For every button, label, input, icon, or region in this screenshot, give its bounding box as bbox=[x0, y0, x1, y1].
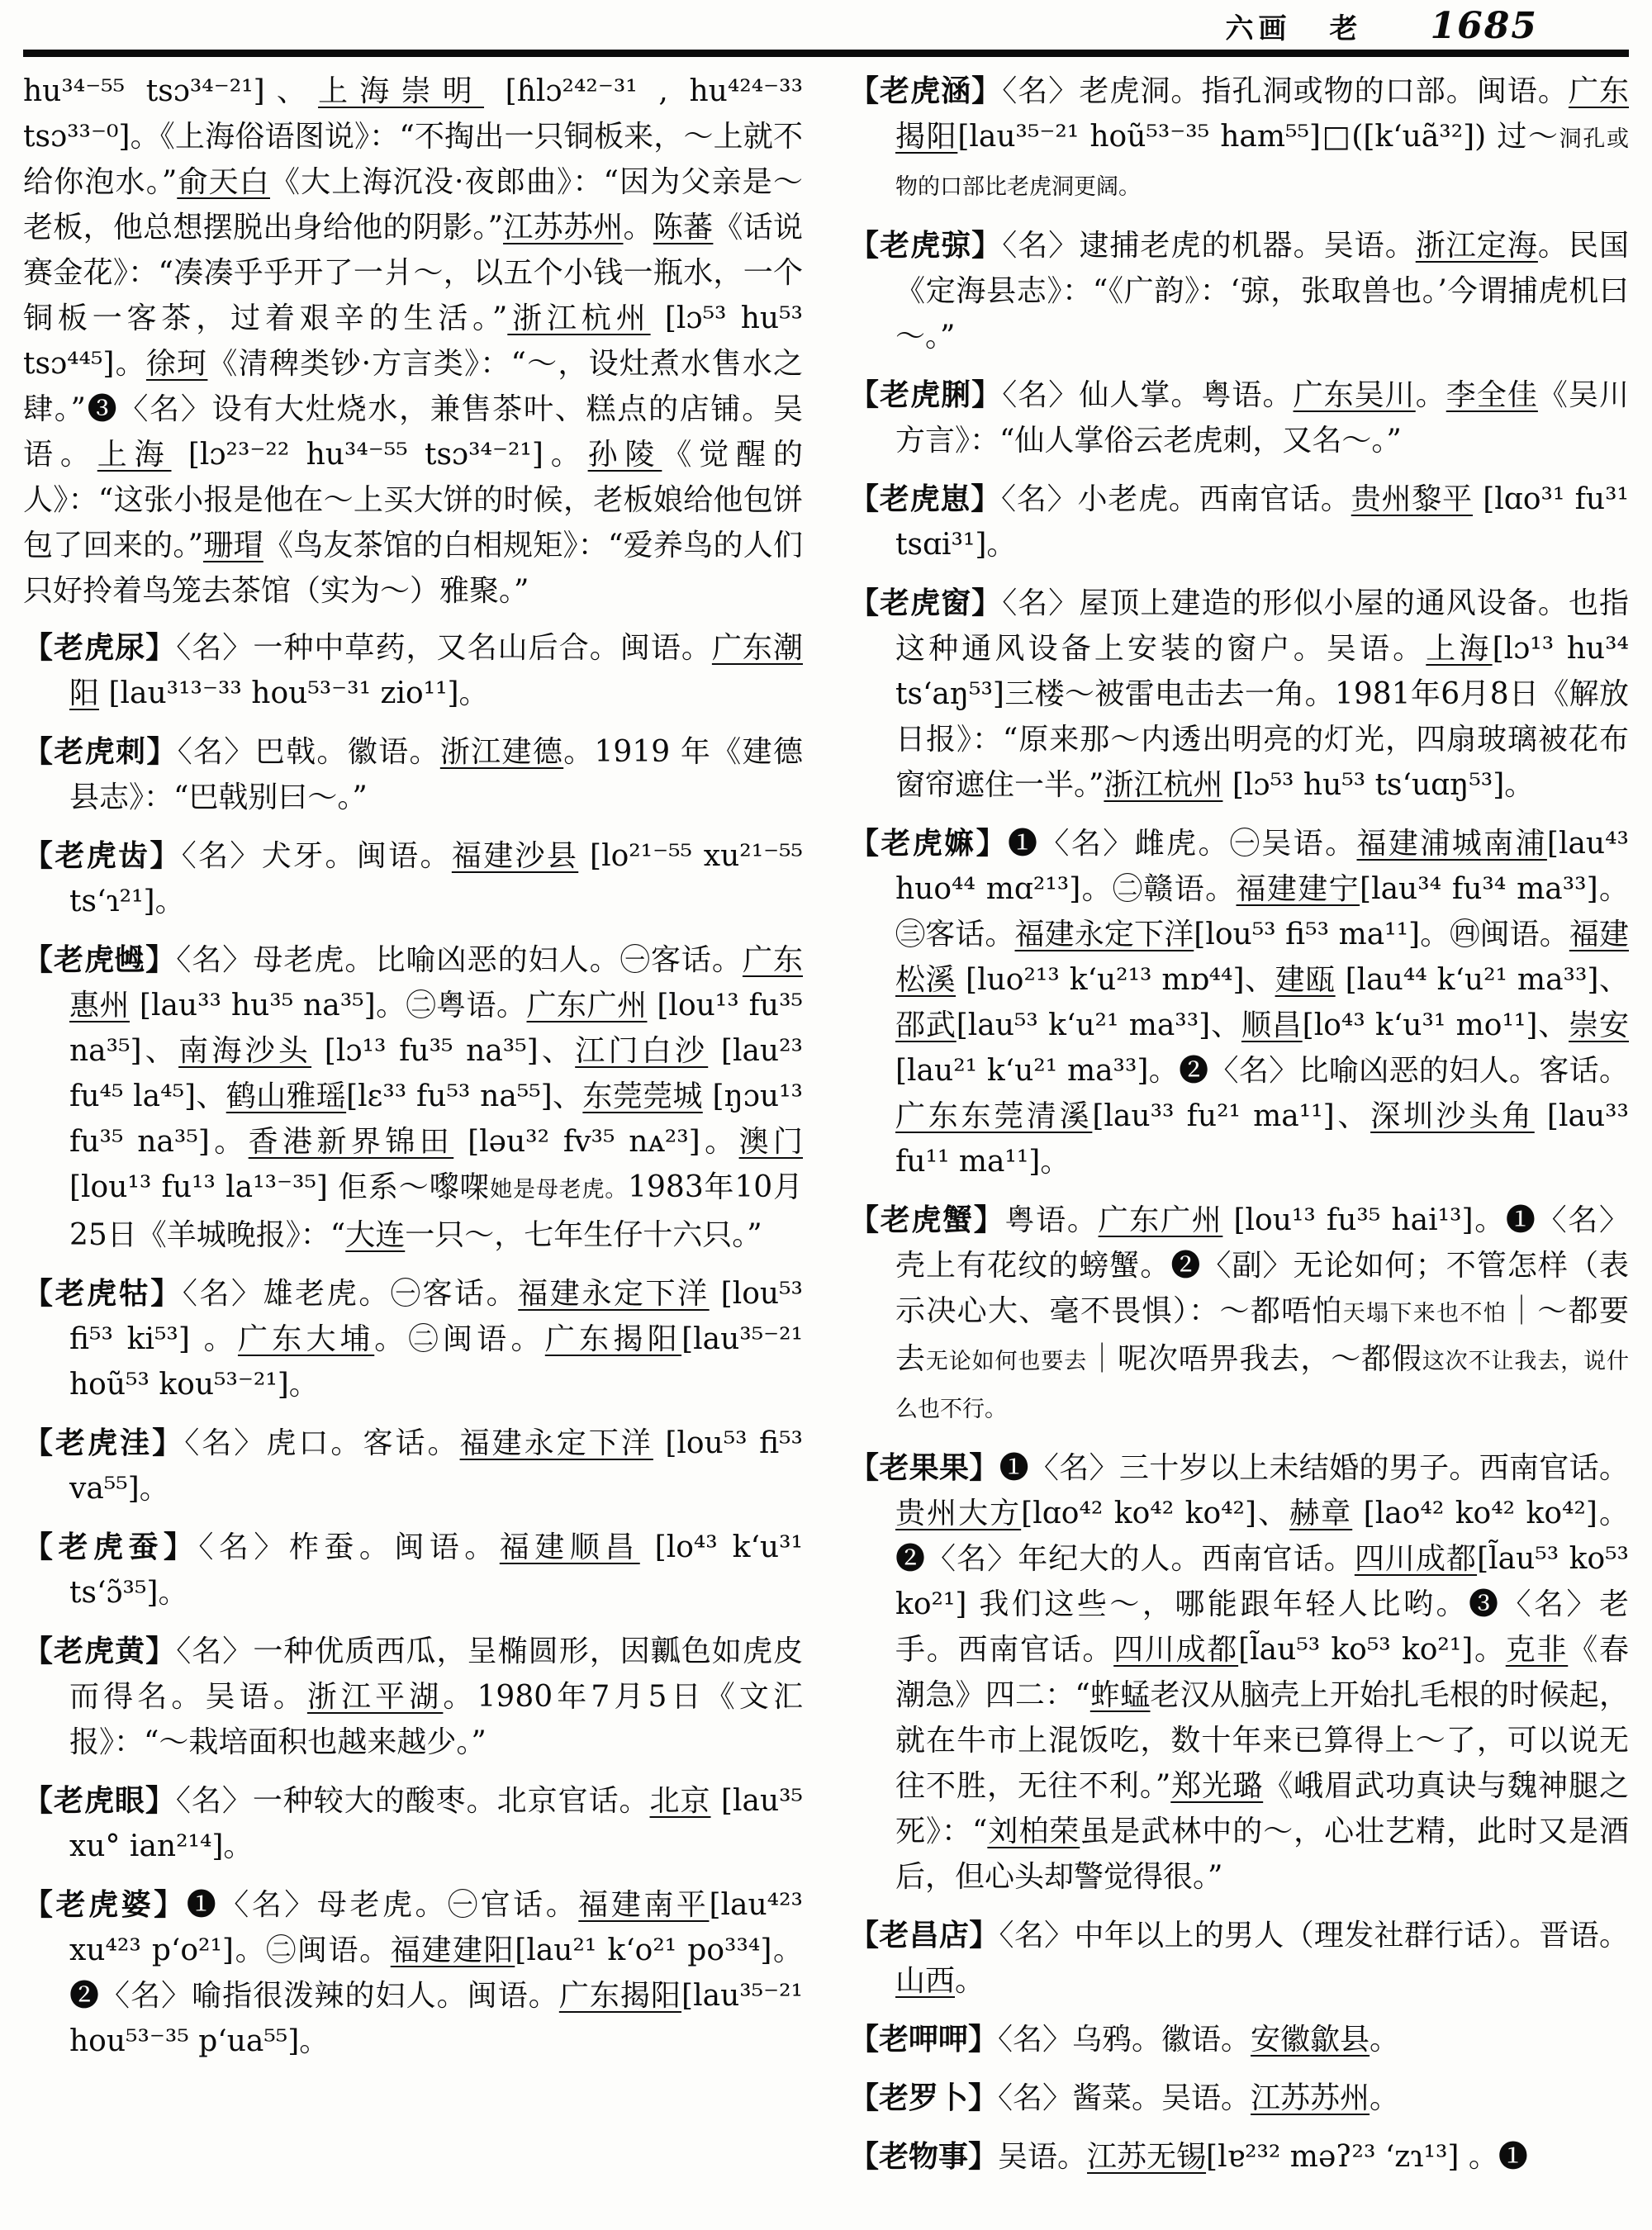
underlined-name: 东莞莞城 bbox=[582, 1079, 703, 1113]
page-number: 1685 bbox=[1430, 5, 1538, 47]
entry-body: 〈名〉仙人掌。粤语。广东吴川。李全佳《吴川方言》：“仙人掌俗云老虎刺，又名～。” bbox=[895, 378, 1629, 458]
dictionary-entry bbox=[849, 2017, 1629, 2062]
underlined-name: 刘柏荣 bbox=[987, 1815, 1080, 1848]
text-columns bbox=[23, 69, 1629, 2193]
entry-headword: 【老罗卜】 bbox=[849, 2081, 999, 2115]
entry-headword: 【老虎乸】 bbox=[23, 942, 177, 977]
underlined-name: 广东广州 bbox=[1098, 1203, 1223, 1237]
gloss-small-text: 洞孔或物的口部比老虎洞更阔。 bbox=[895, 126, 1629, 200]
entry-headword: 【老物事】 bbox=[849, 2139, 999, 2174]
underlined-name: 江门白沙 bbox=[575, 1034, 709, 1068]
entry-body: 〈名〉中年以上的男人（理发社群行话）。晋语。山西。 bbox=[895, 1919, 1629, 1998]
entry-body: 〈名〉一种优质西瓜，呈椭圆形，因瓤色如虎皮而得名。吴语。浙江平湖。1980年7月5日《文汇报》：“～栽培面积也越来越少。” bbox=[69, 1635, 803, 1759]
left-column bbox=[23, 69, 803, 2193]
underlined-name: 深圳沙头角 bbox=[1370, 1099, 1535, 1133]
underlined-name: 上海 bbox=[1426, 632, 1493, 666]
entry-headword: 【老昌店】 bbox=[849, 1918, 999, 1952]
dictionary-entry bbox=[849, 581, 1629, 808]
dictionary-entry bbox=[849, 372, 1629, 463]
entry-body: 〈名〉一种中草药，又名山后合。闽语。广东潮阳 [lau³¹³⁻³³ hou⁵³⁻³¹ zio¹¹]。 bbox=[69, 631, 803, 710]
underlined-name: 江苏苏州 bbox=[503, 211, 624, 244]
underlined-name: 上海 bbox=[97, 438, 172, 472]
entry-headword: 【老呷呷】 bbox=[849, 2022, 999, 2057]
dictionary-entry bbox=[849, 477, 1629, 567]
underlined-name: 山西 bbox=[895, 1964, 956, 1998]
underlined-name: 浙江定海 bbox=[1415, 229, 1538, 263]
entry-body: 〈名〉雄老虎。㊀客话。福建永定下洋 [lou⁵³ fi⁵³ ki⁵³] 。广东大埔。㊁闽语。广东揭阳[lau³⁵⁻²¹ hoũ⁵³ kou⁵³⁻²¹]。 bbox=[69, 1277, 803, 1402]
underlined-name: 珊瑁 bbox=[203, 529, 263, 562]
underlined-name: 上海崇明 bbox=[318, 74, 484, 108]
gloss-small-text: 天塌下来也不怕 bbox=[1342, 1301, 1507, 1326]
entry-headword: 【老虎窗】 bbox=[849, 586, 1003, 620]
dictionary-entry bbox=[849, 1198, 1629, 1432]
entry-body: 〈名〉屋顶上建造的形似小屋的通风设备。也指这种通风设备上安装的窗户。吴语。上海[lɔ¹³ hu³⁴ tsʻaŋ⁵³]三楼～被雷电击去一角。1981年6月8日《解放日报》：“原来那～内透出明亮的灯光，四扇玻璃被花布窗帘遮住一半。”浙江杭州 [lɔ⁵³ hu⁵³ tsʻuɑŋ⁵³]。 bbox=[895, 586, 1629, 802]
dictionary-entry bbox=[849, 2076, 1629, 2121]
underlined-name: 福建顺昌 bbox=[499, 1530, 640, 1564]
entry-body: ❶〈名〉母老虎。㊀官话。福建南平[lau⁴²³ xu⁴²³ pʻo²¹]。㊁闽语。福建建阳[lau²¹ kʻo²¹ po³³⁴]。❷〈名〉喻指很泼辣的妇人。闽语。广东揭阳[lau³⁵⁻²¹ hou⁵³⁻³⁵ pʻua⁵⁵]。 bbox=[69, 1888, 803, 2058]
dictionary-entry bbox=[23, 1271, 803, 1407]
entry-body: 〈名〉小老虎。西南官话。贵州黎平 [lɑo³¹ fu³¹ tsɑi³¹]。 bbox=[895, 482, 1629, 562]
dictionary-entry bbox=[849, 223, 1629, 359]
underlined-name: 邵武 bbox=[895, 1008, 957, 1042]
entry-body: ❶〈名〉三十岁以上未结婚的男子。西南官话。贵州大方[lɑo⁴² ko⁴² ko⁴²]、赫章 [lao⁴² ko⁴² ko⁴²]。❷〈名〉年纪大的人。西南官话。四川成都[l̃au⁵³ ko⁵³ ko²¹] 我们这些～，哪能跟年轻人比哟。❸〈名〉老手。西南官话。四川成都[l̃au⁵³ ko⁵³ ko²¹]。克非《春潮急》四二：“蚱蜢老汉从脑壳上开始扎毛根的时候起，就在牛市上混饭吃，数十年来已算得上～了，可以说无往不胜，无往不利。”郑光璐《峨眉武功真诀与魏神腿之死》：“刘柏荣虽是武林中的～，心壮艺精，此时又是酒后，但心头却警觉得很。” bbox=[895, 1451, 1629, 1894]
right-column bbox=[849, 69, 1629, 2193]
continuation-paragraph: hu³⁴⁻⁵⁵ tsɔ³⁴⁻²¹]、上海崇明 [ɦlɔ²⁴²⁻³¹ , hu⁴²⁴⁻³³ tsɔ³³⁻⁰]。《上海俗语图说》：“不掏出一只铜板来，～上就不给你泡水。”俞天白《大上海沉没·夜郎曲》：“因为父亲是～老板，他总想摆脱出身给他的阴影。”江苏苏州。陈蕃《话说赛金花》：“凑凑乎乎开了一爿～，以五个小钱一瓶水，一个铜板一客茶，过着艰辛的生活。”浙江杭州 [lɔ⁵³ hu⁵³ tsɔ⁴⁴⁵]。徐珂《清稗类钞·方言类》：“～，设灶煮水售水之肆。”❸〈名〉设有大灶烧水，兼售茶叶、糕点的店铺。吴语。上海 [lɔ²³⁻²² hu³⁴⁻⁵⁵ tsɔ³⁴⁻²¹]。孙陵《觉醒的人》：“这张小报是他在～上买大饼的时候，老板娘给他包饼包了回来的。”珊瑁《鸟友茶馆的白相规矩》：“爱养鸟的人们只好拎着鸟笼去茶馆（实为～）雅聚。” bbox=[23, 74, 803, 608]
underlined-name: 安徽歙县 bbox=[1251, 2023, 1370, 2057]
entry-headword: 【老虎蟹】 bbox=[849, 1203, 1005, 1237]
underlined-name: 福建永定下洋 bbox=[1014, 918, 1194, 951]
entry-headword: 【老虎蚕】 bbox=[23, 1530, 199, 1564]
underlined-name: 建瓯 bbox=[1275, 963, 1336, 997]
entry-headword: 【老虎弶】 bbox=[849, 228, 1003, 263]
dictionary-entry bbox=[23, 833, 803, 924]
underlined-name: 江苏苏州 bbox=[1251, 2081, 1370, 2115]
underlined-name: 贵州大方 bbox=[895, 1497, 1022, 1530]
dictionary-entry bbox=[849, 821, 1629, 1184]
underlined-name: 福建永定下洋 bbox=[459, 1426, 653, 1460]
entry-headword: 【老虎脷】 bbox=[849, 377, 1003, 412]
underlined-name: 徐珂 bbox=[145, 347, 208, 381]
entry-headword: 【老虎婆】 bbox=[23, 1887, 187, 1922]
entry-body: 〈名〉一种较大的酸枣。北京官话。北京 [lau³⁵ xu° ian²¹⁴]。 bbox=[69, 1784, 803, 1863]
underlined-name: 广东揭阳 bbox=[544, 1322, 682, 1356]
underlined-name: 福建建宁 bbox=[1236, 872, 1360, 906]
underlined-name: 贵州黎平 bbox=[1351, 482, 1473, 516]
entry-body: 〈名〉母老虎。比喻凶恶的妇人。㊀客话。广东惠州 [lau³³ hu³⁵ na³⁵]。㊁粤语。广东广州 [lou¹³ fu³⁵ na³⁵]、南海沙头 [lɔ¹³ fu³⁵ na³⁵]、江门白沙 [lau²³ fu⁴⁵ la⁴⁵]、鹤山雅瑶[lɛ³³ fu⁵³ na⁵⁵]、东莞莞城 [ŋɔu¹³ fu³⁵ na³⁵]。香港新界锦田 [ləu³² fv³⁵ nᴀ²³]。澳门 [lou¹³ fu¹³ la¹³⁻³⁵] 佢系～嚟㗎她是母老虎。1983年10月25日《羊城晚报》：“大连一只～，七年生仔十六只。” bbox=[69, 943, 803, 1252]
underlined-name: 广东大埔 bbox=[237, 1322, 375, 1356]
dictionary-entry bbox=[23, 625, 803, 716]
header-radical-label: 老 bbox=[1329, 12, 1358, 45]
underlined-name: 鹤山雅瑶 bbox=[225, 1079, 347, 1113]
header-section-label: 六画 bbox=[1225, 12, 1292, 45]
entry-body: 粤语。广东广州 [lou¹³ fu³⁵ hai¹³]。❶〈名〉壳上有花纹的螃蟹。❷〈副〉无论如何；不管怎样（表示决心大、毫不畏惧）：～都唔怕天塌下来也不怕｜～都要去无论如何也要去｜呢次唔畀我去，～都假这次不让我去，说什么也不行。 bbox=[895, 1203, 1629, 1422]
underlined-name: 福建浦城南浦 bbox=[1356, 827, 1547, 861]
entry-headword: 【老虎牯】 bbox=[23, 1276, 183, 1311]
header-rule bbox=[23, 50, 1629, 57]
underlined-name: 崇安 bbox=[1569, 1008, 1629, 1042]
dictionary-entry bbox=[23, 937, 803, 1258]
underlined-name: 孙陵 bbox=[587, 438, 662, 472]
entry-headword: 【老虎洼】 bbox=[23, 1426, 185, 1460]
gloss-small-text: 这次不让我去，说什么也不行。 bbox=[895, 1349, 1629, 1422]
underlined-name: 顺昌 bbox=[1241, 1008, 1303, 1042]
underlined-name: 广东揭阳 bbox=[895, 74, 1629, 154]
entry-body: 〈名〉巴戟。徽语。浙江建德。1919 年《建德县志》：“巴戟别曰～。” bbox=[69, 735, 803, 814]
entry-body: 吴语。江苏无锡[lɐ²³² məʔ²³ ʻzɿ¹³] 。❶ bbox=[998, 2140, 1528, 2174]
underlined-name: 大连 bbox=[345, 1218, 406, 1252]
underlined-name: 浙江建德 bbox=[439, 735, 564, 769]
entry-headword: 【老虎嫲】 bbox=[849, 826, 1009, 861]
underlined-name: 浙江杭州 bbox=[507, 301, 651, 335]
underlined-name: 江苏无锡 bbox=[1087, 2140, 1207, 2174]
dictionary-entry bbox=[23, 1629, 803, 1765]
underlined-name: 俞天白 bbox=[177, 165, 270, 199]
entry-headword: 【老虎齿】 bbox=[23, 838, 182, 873]
dictionary-entry bbox=[23, 1778, 803, 1869]
entry-body: ❶〈名〉雌虎。㊀吴语。福建浦城南浦[lau⁴³ huo⁴⁴ mɑ²¹³]。㊁赣语。福建建宁[lau³⁴ fu³⁴ ma³³]。㊂客话。福建永定下洋[lou⁵³ fi⁵³ ma¹¹]。㊃闽语。福建松溪 [luo²¹³ kʻu²¹³ mɒ⁴⁴]、建瓯 [lau⁴⁴ kʻu²¹ ma³³]、邵武[lau⁵³ kʻu²¹ ma³³]、顺昌[lo⁴³ kʻu³¹ mo¹¹]、崇安[lau²¹ kʻu²¹ ma³³]。❷〈名〉比喻凶恶的妇人。客话。广东东莞清溪[lau³³ fu²¹ ma¹¹]、深圳沙头角 [lau³³ fu¹¹ ma¹¹]。 bbox=[895, 827, 1629, 1179]
underlined-name: 广东广州 bbox=[526, 989, 648, 1022]
underlined-name: 澳门 bbox=[738, 1125, 803, 1159]
underlined-name: 香港新界锦田 bbox=[248, 1125, 454, 1159]
dictionary-entry bbox=[23, 729, 803, 820]
underlined-name: 克非 bbox=[1505, 1633, 1569, 1667]
entry-body: 〈名〉虎口。客话。福建永定下洋 [lou⁵³ fi⁵³ va⁵⁵]。 bbox=[69, 1426, 803, 1506]
entry-headword: 【老虎刺】 bbox=[23, 734, 178, 769]
underlined-name: 福建南平 bbox=[578, 1888, 710, 1922]
dictionary-entry bbox=[23, 1882, 803, 2064]
entry-headword: 【老虎尿】 bbox=[23, 630, 177, 665]
underlined-name: 北京 bbox=[649, 1784, 711, 1818]
underlined-name: 广东揭阳 bbox=[558, 1979, 682, 2013]
underlined-name: 福建松溪 bbox=[895, 918, 1629, 997]
underlined-name: 赫章 bbox=[1289, 1497, 1353, 1530]
underlined-name: 浙江杭州 bbox=[1104, 768, 1223, 802]
page-header bbox=[23, 5, 1629, 48]
entry-body: 〈名〉柞蚕。闽语。福建顺昌 [lo⁴³ kʻu³¹ tsʻɔ̃³⁵]。 bbox=[69, 1530, 803, 1610]
underlined-name: 广东惠州 bbox=[69, 943, 803, 1022]
gloss-small-text: 她是母老虎。 bbox=[490, 1177, 629, 1203]
underlined-name: 广东东莞清溪 bbox=[895, 1099, 1093, 1133]
entry-headword: 【老果果】 bbox=[849, 1450, 999, 1485]
underlined-name: 郑光璐 bbox=[1170, 1769, 1264, 1803]
entry-headword: 【老虎崽】 bbox=[849, 482, 1002, 516]
dictionary-entry bbox=[849, 2134, 1629, 2180]
gloss-small-text: 无论如何也要去 bbox=[925, 1349, 1088, 1374]
dictionary-entry bbox=[849, 1913, 1629, 2004]
underlined-name: 四川成都 bbox=[1354, 1542, 1478, 1576]
entry-body: 〈名〉老虎洞。指孔洞或物的口部。闽语。广东揭阳[lau³⁵⁻²¹ hoũ⁵³⁻³⁵ ham⁵⁵]□([kʻuã³²]) 过～洞孔或物的口部比老虎洞更阔。 bbox=[895, 74, 1629, 200]
entry-body: 〈名〉酱菜。吴语。江苏苏州。 bbox=[998, 2081, 1400, 2115]
underlined-name: 福建永定下洋 bbox=[518, 1277, 710, 1311]
underlined-name: 福建建阳 bbox=[390, 1933, 515, 1967]
entry-headword: 【老虎黄】 bbox=[23, 1634, 177, 1668]
dictionary-entry bbox=[849, 69, 1629, 210]
entry-headword: 【老虎眼】 bbox=[23, 1783, 176, 1818]
underlined-name: 广东潮阳 bbox=[69, 631, 803, 710]
entry-headword: 【老虎涵】 bbox=[849, 74, 1003, 108]
underlined-name: 李全佳 bbox=[1446, 378, 1538, 412]
underlined-name: 广东吴川 bbox=[1293, 378, 1416, 412]
dictionary-entry bbox=[849, 1445, 1629, 1900]
dictionary-entry bbox=[23, 1525, 803, 1616]
entry-body: 〈名〉逮捕老虎的机器。吴语。浙江定海。民国《定海县志》：“《广韵》：‘弶，张取兽也。’今谓捕虎机曰～。” bbox=[895, 229, 1629, 353]
entry-body: 〈名〉乌鸦。徽语。安徽歙县。 bbox=[998, 2023, 1400, 2057]
underlined-name: 蚱蜢 bbox=[1089, 1678, 1151, 1712]
underlined-name: 福建沙县 bbox=[451, 839, 579, 873]
underlined-name: 陈蕃 bbox=[653, 211, 714, 244]
entry-body: 〈名〉犬牙。闽语。福建沙县 [lo²¹⁻⁵⁵ xu²¹⁻⁵⁵ tsʻɿ²¹]。 bbox=[69, 839, 803, 918]
underlined-name: 南海沙头 bbox=[178, 1034, 312, 1068]
underlined-name: 四川成都 bbox=[1113, 1633, 1239, 1667]
underlined-name: 浙江平湖 bbox=[306, 1680, 444, 1714]
dictionary-entry bbox=[23, 1421, 803, 1511]
